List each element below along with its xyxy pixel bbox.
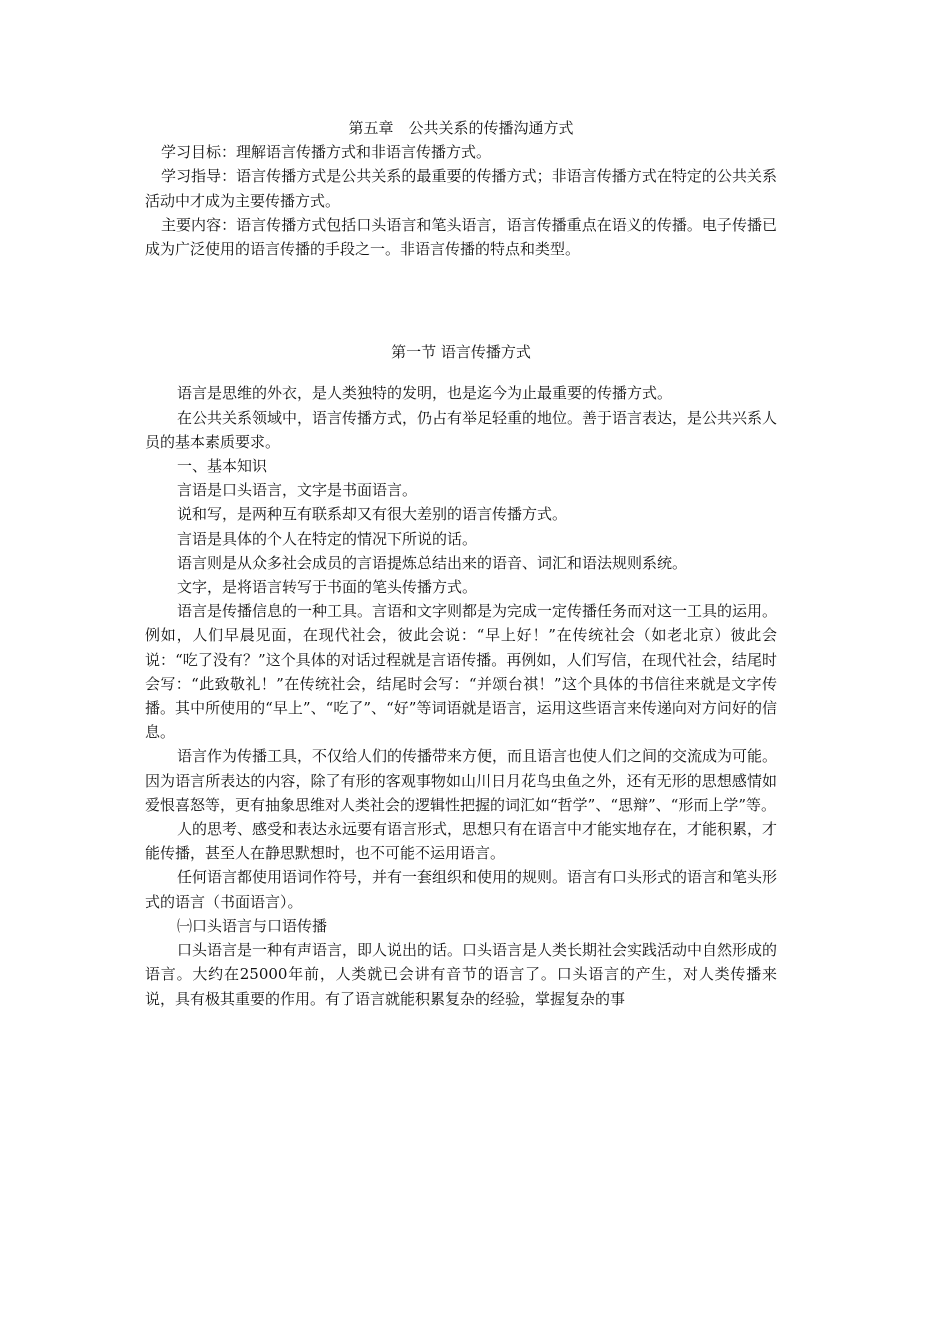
body-paragraph: 说和写，是两种互有联系却又有很大差别的语言传播方式。 — [177, 505, 568, 524]
body-paragraph: 言语是口头语言，文字是书面语言。 — [177, 481, 418, 500]
body-paragraph: 任何语言都使用语词作符号，并有一套组织和使用的规则。语言有口头形式的语言和笔头形式的语言（书面语言）。 — [145, 868, 778, 911]
subheading-oral-language: ㈠口头语言与口语传播 — [177, 916, 328, 935]
document-content — [145, 116, 777, 1011]
body-paragraph: 语言是思维的外衣，是人类独特的发明，也是迄今为止最重要的传播方式。 — [177, 384, 673, 403]
body-paragraph: 在公共关系领域中，语言传播方式，仍占有举足轻重的地位。善于语言表达，是公共兴系人员的基本素质要求。 — [145, 408, 778, 451]
body-paragraph: 语言是传播信息的一种工具。言语和文字则都是为完成一定传播任务而对这一工具的运用。例如，人们早晨见面，在现代社会，彼此会说：“早上好！”在传统社会（如老北京）彼此会说：“吃了没有？”这个具体的对话过程就是言语传播。再例如，人们写信，在现代社会，结尾时会写：“此致敬礼！”在传统社会，结尾时会写：“并颂台祺！”这个具体的书信往来就是文字传播。其中所使用的“早上”、“吃了”、“好”等词语就是语言，运用这些语言来传递向对方问好的信息。 — [145, 602, 778, 742]
main-content-summary: 主要内容：语言传播方式包括口头语言和笔头语言，语言传播重点在语义的传播。电子传播已成为广泛使用的语言传播的手段之一。非语言传播的特点和类型。 — [145, 215, 777, 259]
body-paragraph: 口头语言是一种有声语言，即人说出的话。口头语言是人类长期社会实践活动中自然形成的语言。大约在25000年前，人类就已会讲有音节的语言了。口头语言的产生，对人类传播来说，具有极其重要的作用。有了语言就能积累复杂的经验，掌握复杂的事 — [145, 941, 778, 1008]
learning-goal: 学习目标：理解语言传播方式和非语言传播方式。 — [161, 143, 492, 162]
body-paragraph: 言语是具体的个人在特定的情况下所说的话。 — [177, 529, 478, 548]
section-title: 第一节 语言传播方式 — [391, 343, 531, 362]
body-paragraph: 人的思考、感受和表达永远要有语言形式，思想只有在语言中才能实地存在，才能积累，才能传播，甚至人在静思默想时，也不可能不运用语言。 — [145, 820, 778, 863]
body-paragraph: 语言作为传播工具，不仅给人们的传播带来方便，而且语言也使人们之间的交流成为可能。因为语言所表达的内容，除了有形的客观事物如山川日月花鸟虫鱼之外，还有无形的思想感情如爱恨喜怒等，更有抽象思维对人类社会的逻辑性把握的词汇如“哲学”、“思辩”、“形而上学”等。 — [145, 747, 778, 814]
body-paragraph: 语言则是从众多社会成员的言语提炼总结出来的语音、词汇和语法规则系统。 — [177, 553, 688, 572]
learning-guide: 学习指导：语言传播方式是公共关系的最重要的传播方式；非语言传播方式在特定的公共关系活动中才成为主要传播方式。 — [145, 167, 777, 210]
chapter-title: 第五章 公共关系的传播沟通方式 — [348, 119, 574, 137]
subheading-basic-knowledge: 一、基本知识 — [177, 457, 268, 476]
body-paragraph: 文字，是将语言转写于书面的笔头传播方式。 — [177, 578, 478, 597]
